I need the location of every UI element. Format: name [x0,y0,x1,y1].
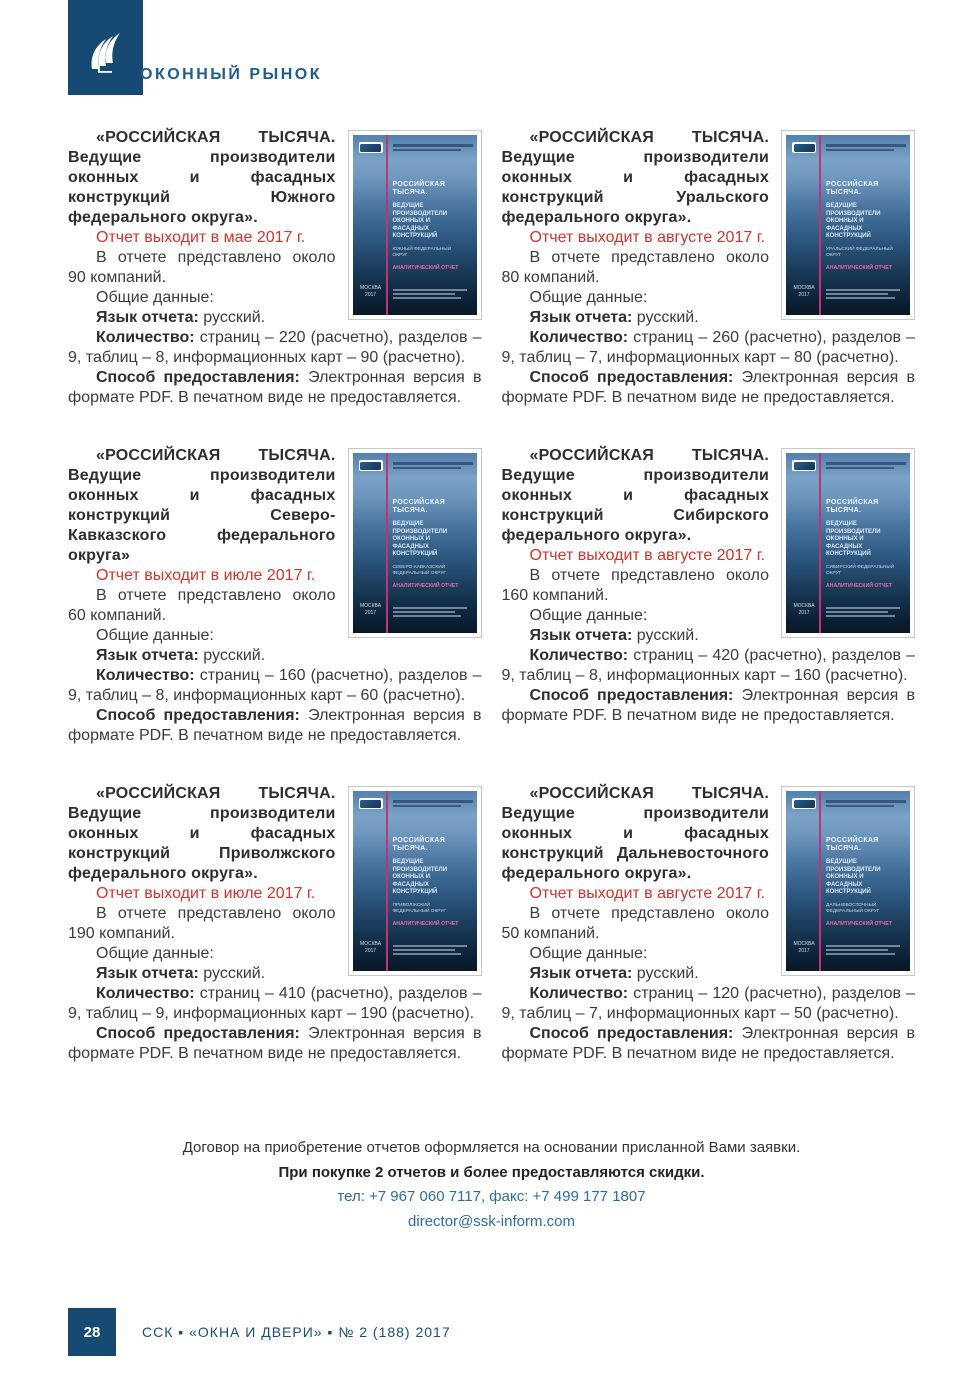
report-quantity-label: Количество: [96,667,195,684]
cover-subtitle: ВЕДУЩИЕ ПРОИЗВОДИТЕЛИ ОКОННЫХ И ФАСАДНЫХ КОНСТРУКЦИЙ [826,521,881,557]
report-block [502,128,916,408]
cover-publisher-fineprint [393,462,473,471]
report-general-data-label: Общие данные: [96,289,214,306]
report-release-date: Отчет выходит в августе 2017 г. [529,229,766,246]
report-delivery-label: Способ предоставления: [529,1025,734,1042]
cover-report-type: АНАЛИТИЧЕСКИЙ ОТЧЕТ [826,264,892,271]
report-release-date: Отчет выходит в августе 2017 г. [529,885,766,902]
cover-city-year: МОСКВА 2017 [793,285,815,298]
cover-text-block [826,499,905,589]
report-companies-count: В отчете представлено около 60 компаний. [68,587,336,624]
report-delivery-label: Способ предоставления: [529,369,734,386]
report-cover-thumbnail [348,448,482,638]
report-delivery [68,368,482,408]
cover-city-year: МОСКВА 2017 [359,941,382,954]
report-delivery-value: Электронная версия в формате PDF. В печатном виде не предоставляется. [68,369,482,406]
report-quantity-label: Количество: [529,985,629,1002]
cover-contacts-fineprint [826,607,904,619]
report-companies-count: В отчете представлено около 80 компаний. [501,249,769,286]
report-language-label: Язык отчета: [529,965,633,982]
report-delivery-label: Способ предоставления: [96,707,300,724]
report-quantity-value: страниц – 260 (расчетно), разделов – 9, таблиц – 7, информационных карт – 80 (расчетно). [501,329,915,366]
cover-contacts-fineprint [393,289,471,301]
report-delivery-value: Электронная версия в формате PDF. В печатном виде не предоставляется. [501,369,916,406]
report-release-date: Отчет выходит в июле 2017 г. [96,885,316,902]
report-release-date: Отчет выходит в августе 2017 г. [529,547,766,564]
report-release-date: Отчет выходит в мае 2017 г. [96,229,306,246]
report-language-label: Язык отчета: [529,309,633,326]
cover-text-block [826,181,905,271]
report-block [68,446,482,746]
cover-text-block [393,499,472,589]
cover-title: РОССИЙСКАЯ ТЫСЯЧА. [826,181,879,196]
report-language-label: Язык отчета: [96,965,199,982]
cover-accent-stripe [386,453,388,633]
report-quantity [502,328,916,368]
cover-publisher-fineprint [393,144,473,153]
cover-subtitle: ВЕДУЩИЕ ПРОИЗВОДИТЕЛИ ОКОННЫХ И ФАСАДНЫХ КОНСТРУКЦИЙ [392,203,448,239]
publisher-logo-icon [359,798,383,809]
order-agreement-text: Договор на приобретение отчетов оформляется на основании присланной Вами заявки. [182,1139,801,1156]
order-info [68,1136,915,1234]
cover-publisher-fineprint [826,144,906,153]
report-companies-count: В отчете представлено около 50 компаний. [501,905,769,942]
ssk-swirl-logo-icon [83,28,129,95]
report-title: «РОССИЙСКАЯ ТЫСЯЧА. Ведущие производители оконных и фасадных конструкций Уральского федерального округа». [501,129,769,226]
publisher-logo-icon [792,142,816,153]
order-discount-text: При покупке 2 отчетов и более предоставляются скидки. [278,1163,705,1181]
cover-region: СЕВЕРО-КАВКАЗСКИЙ ФЕДЕРАЛЬНЫЙ ОКРУГ [392,564,447,576]
report-delivery-value: Электронная версия в формате PDF. В печатном виде не предоставляется. [501,1025,916,1062]
report-general-data-label: Общие данные: [529,945,648,962]
report-general-data-label: Общие данные: [529,607,648,624]
report-block [68,128,482,408]
report-language-value: русский. [632,309,699,326]
report-block [502,784,916,1064]
cover-report-type: АНАЛИТИЧЕСКИЙ ОТЧЕТ [392,264,459,271]
report-delivery-value: Электронная версия в формате PDF. В печатном виде не предоставляется. [501,687,916,724]
report-quantity [68,328,482,368]
report-quantity [502,984,916,1024]
report-language-label: Язык отчета: [529,627,633,644]
cover-city-year: МОСКВА 2017 [359,285,382,298]
cover-publisher-fineprint [826,800,906,809]
report-title: «РОССИЙСКАЯ ТЫСЯЧА. Ведущие производители оконных и фасадных конструкций Сибирского федерального округа». [501,447,769,544]
report-language-value: русский. [632,627,699,644]
cover-city-year: МОСКВА 2017 [359,603,382,616]
report-delivery-value: Электронная версия в формате PDF. В печатном виде не предоставляется. [68,707,482,744]
cover-text-block [826,837,905,927]
cover-title: РОССИЙСКАЯ ТЫСЯЧА. [826,499,879,514]
report-cover-thumbnail [781,786,915,976]
report-general-data-label: Общие данные: [529,289,648,306]
cover-region: ПРИВОЛЖСКИЙ ФЕДЕРАЛЬНЫЙ ОКРУГ [392,902,447,914]
report-title: «РОССИЙСКАЯ ТЫСЯЧА. Ведущие производители оконных и фасадных конструкций Южного федерального округа». [68,129,336,226]
report-language-label: Язык отчета: [96,309,199,326]
cover-subtitle: ВЕДУЩИЕ ПРОИЗВОДИТЕЛИ ОКОННЫХ И ФАСАДНЫХ КОНСТРУКЦИЙ [392,859,448,895]
cover-accent-stripe [819,791,821,971]
cover-region: УРАЛЬСКИЙ ФЕДЕРАЛЬНЫЙ ОКРУГ [826,246,893,258]
page-number-badge: 28 [68,1308,116,1356]
report-quantity-label: Количество: [529,329,629,346]
report-delivery [502,1024,916,1064]
publisher-logo-icon [792,798,816,809]
report-language-value: русский. [632,965,699,982]
page-content [68,128,915,1234]
report-quantity-label: Количество: [96,985,195,1002]
cover-city-year: МОСКВА 2017 [793,603,815,616]
cover-accent-stripe [386,135,388,315]
cover-subtitle: ВЕДУЩИЕ ПРОИЗВОДИТЕЛИ ОКОННЫХ И ФАСАДНЫХ КОНСТРУКЦИЙ [826,203,881,239]
report-quantity [68,666,482,706]
report-delivery-label: Способ предоставления: [96,369,300,386]
cover-report-type: АНАЛИТИЧЕСКИЙ ОТЧЕТ [392,920,459,927]
report-delivery-label: Способ предоставления: [96,1025,300,1042]
edition-info: ССК ▪ «ОКНА И ДВЕРИ» ▪ № 2 (188) 2017 [142,1324,451,1340]
report-quantity [502,646,916,686]
report-quantity-value: страниц – 160 (расчетно), разделов – 9, таблиц – 8, информационных карт – 60 (расчетно). [68,667,482,704]
report-companies-count: В отчете представлено около 160 компаний. [501,567,769,604]
cover-title: РОССИЙСКАЯ ТЫСЯЧА. [392,181,446,196]
cover-publisher-fineprint [393,800,473,809]
reports-grid [68,128,915,1064]
contact-email-link[interactable]: director@ssk-inform.com [408,1212,575,1230]
report-quantity [68,984,482,1024]
cover-report-type: АНАЛИТИЧЕСКИЙ ОТЧЕТ [826,920,892,927]
cover-contacts-fineprint [826,945,904,957]
cover-region: ДАЛЬНЕВОСТОЧНЫЙ ФЕДЕРАЛЬНЫЙ ОКРУГ [826,902,880,914]
section-title: ОКОННЫЙ РЫНОК [140,66,322,83]
publisher-logo-box [68,0,143,95]
cover-report-type: АНАЛИТИЧЕСКИЙ ОТЧЕТ [392,582,459,589]
report-title: «РОССИЙСКАЯ ТЫСЯЧА. Ведущие производители оконных и фасадных конструкций Северо-Кавказского федерального округа» [68,447,336,564]
report-cover-art [353,791,477,971]
report-delivery-value: Электронная версия в формате PDF. В печатном виде не предоставляется. [68,1025,482,1062]
report-companies-count: В отчете представлено около 190 компаний. [68,905,336,942]
report-language-label: Язык отчета: [96,647,199,664]
cover-report-type: АНАЛИТИЧЕСКИЙ ОТЧЕТ [826,582,892,589]
report-quantity-value: страниц – 120 (расчетно), разделов – 9, таблиц – 7, информационных карт – 50 (расчетно). [501,985,915,1022]
report-cover-art [786,791,910,971]
cover-accent-stripe [819,135,821,315]
cover-publisher-fineprint [826,462,906,471]
page-footer [68,1308,451,1356]
report-block [502,446,916,746]
report-general-data-label: Общие данные: [96,945,214,962]
cover-city-year: МОСКВА 2017 [793,941,815,954]
report-delivery-label: Способ предоставления: [529,687,734,704]
report-language-value: русский. [198,647,266,664]
report-general-data-label: Общие данные: [96,627,214,644]
report-release-date: Отчет выходит в июле 2017 г. [96,567,316,584]
report-cover-thumbnail [348,130,482,320]
publisher-logo-icon [359,142,383,153]
cover-accent-stripe [819,453,821,633]
report-title: «РОССИЙСКАЯ ТЫСЯЧА. Ведущие производители оконных и фасадных конструкций Дальневосточного федерального округа». [501,785,769,882]
report-block [68,784,482,1064]
cover-subtitle: ВЕДУЩИЕ ПРОИЗВОДИТЕЛИ ОКОННЫХ И ФАСАДНЫХ КОНСТРУКЦИЙ [392,521,448,557]
cover-subtitle: ВЕДУЩИЕ ПРОИЗВОДИТЕЛИ ОКОННЫХ И ФАСАДНЫХ КОНСТРУКЦИЙ [826,859,881,895]
cover-title: РОССИЙСКАЯ ТЫСЯЧА. [392,837,446,852]
report-quantity-label: Количество: [529,647,629,664]
cover-contacts-fineprint [393,945,471,957]
report-quantity-value: страниц – 420 (расчетно), разделов – 9, таблиц – 8, информационных карт – 160 (расчетно). [501,647,915,684]
cover-accent-stripe [386,791,388,971]
report-delivery [502,686,916,726]
report-language [68,646,482,666]
cover-title: РОССИЙСКАЯ ТЫСЯЧА. [392,499,446,514]
report-quantity-label: Количество: [96,329,195,346]
report-language-value: русский. [198,965,266,982]
cover-contacts-fineprint [826,289,904,301]
report-title: «РОССИЙСКАЯ ТЫСЯЧА. Ведущие производители оконных и фасадных конструкций Приволжского федерального округа». [68,785,336,882]
report-companies-count: В отчете представлено около 90 компаний. [68,249,336,286]
report-quantity-value: страниц – 220 (расчетно), разделов – 9, таблиц – 8, информационных карт – 90 (расчетно). [68,329,482,366]
report-cover-art [353,135,477,315]
cover-region: ЮЖНЫЙ ФЕДЕРАЛЬНЫЙ ОКРУГ [392,246,452,258]
report-cover-thumbnail [781,448,915,638]
report-cover-art [353,453,477,633]
publisher-logo-icon [792,460,816,471]
cover-text-block [393,181,472,271]
report-delivery [502,368,916,408]
report-delivery [68,1024,482,1064]
report-cover-art [786,453,910,633]
cover-region: СИБИРСКИЙ ФЕДЕРАЛЬНЫЙ ОКРУГ [826,564,895,576]
publisher-logo-icon [359,460,383,471]
report-quantity-value: страниц – 410 (расчетно), разделов – 9, таблиц – 9, информационных карт – 190 (расчетно). [68,985,482,1022]
report-cover-art [786,135,910,315]
cover-text-block [393,837,472,927]
cover-title: РОССИЙСКАЯ ТЫСЯЧА. [826,837,879,852]
contact-phones: тел: +7 967 060 7117, факс: +7 499 177 1807 [337,1188,646,1205]
report-delivery [68,706,482,746]
report-language-value: русский. [198,309,266,326]
report-cover-thumbnail [781,130,915,320]
report-cover-thumbnail [348,786,482,976]
cover-contacts-fineprint [393,607,471,619]
